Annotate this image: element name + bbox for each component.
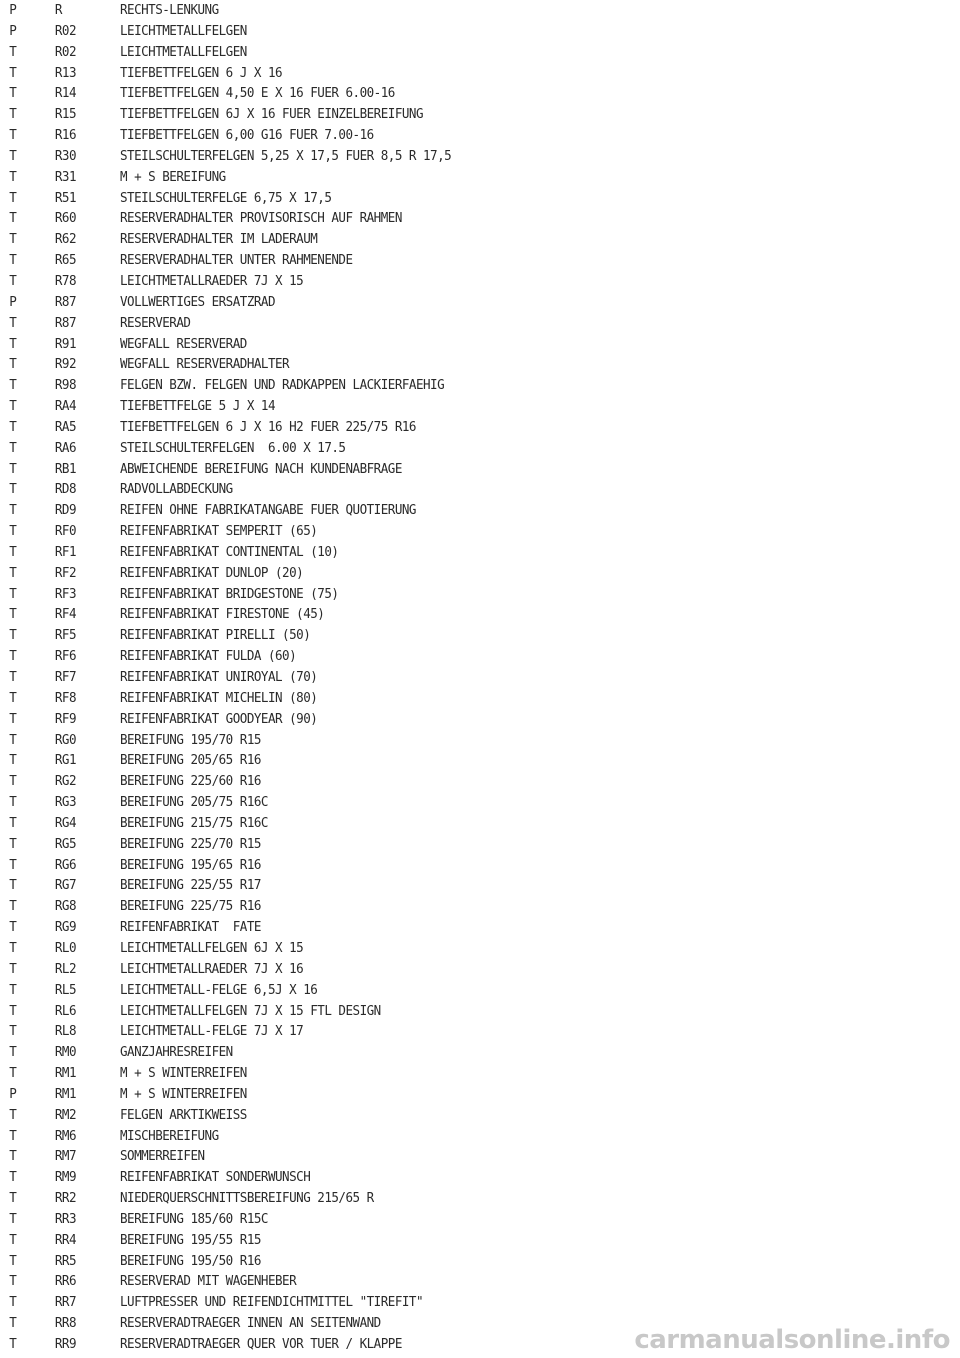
row-description: REIFENFABRIKAT GOODYEAR (90): [119, 710, 318, 727]
list-item: [0, 42, 893, 63]
row-code: R87: [54, 314, 77, 331]
list-item: [0, 980, 893, 1001]
row-description: STEILSCHULTERFELGEN 5,25 X 17,5 FUER 8,5 R 17,5: [119, 147, 452, 164]
row-description: BEREIFUNG 225/70 R15: [119, 835, 261, 852]
row-type: T: [9, 877, 17, 894]
row-code: R98: [54, 377, 77, 394]
list-item: [0, 1042, 893, 1063]
row-type: T: [9, 960, 17, 977]
row-code: RL2: [54, 960, 77, 977]
row-description: TIEFBETTFELGEN 6,00 G16 FUER 7.00-16: [119, 127, 374, 144]
row-type: T: [9, 606, 17, 623]
row-code: R: [54, 2, 62, 18]
row-code: RF7: [54, 669, 77, 685]
row-description: SOMMERREIFEN: [119, 1148, 205, 1165]
row-code: RM1: [54, 1065, 77, 1082]
row-code: R87: [54, 293, 77, 310]
row-code: RG5: [54, 835, 77, 852]
list-item: [0, 959, 893, 980]
row-code: R91: [54, 335, 77, 352]
list-item: [0, 1021, 893, 1042]
row-code: RG1: [54, 752, 77, 769]
list-item: [0, 792, 893, 813]
list-item: [0, 896, 893, 917]
row-type: T: [9, 835, 17, 852]
row-description: LEICHTMETALLFELGEN: [119, 22, 247, 39]
list-item: [0, 1146, 893, 1167]
list-item: [0, 334, 893, 355]
row-description: FELGEN ARKTIKWEISS: [119, 1106, 247, 1123]
row-code: RL6: [54, 1002, 77, 1019]
list-item: [0, 229, 893, 250]
row-code: RG8: [54, 898, 77, 915]
list-item: [0, 1063, 893, 1084]
row-description: REIFENFABRIKAT FIRESTONE (45): [119, 606, 325, 623]
row-description: RESERVERAD: [119, 314, 191, 331]
list-item: [0, 208, 893, 229]
row-description: REIFENFABRIKAT CONTINENTAL (10): [119, 543, 339, 560]
row-type: T: [9, 856, 17, 873]
row-code: RM9: [54, 1169, 77, 1186]
row-type: T: [9, 773, 17, 790]
row-code: RA5: [54, 418, 77, 435]
row-description: FELGEN BZW. FELGEN UND RADKAPPEN LACKIERFAEHIG: [119, 377, 445, 394]
list-item: [0, 459, 893, 480]
row-code: RL8: [54, 1023, 77, 1040]
row-type: T: [9, 210, 17, 227]
row-type: T: [9, 1190, 17, 1207]
row-code: RD8: [54, 481, 77, 498]
row-description: BEREIFUNG 225/60 R16: [119, 773, 261, 790]
list-item: [0, 875, 893, 896]
list-item: [0, 521, 893, 542]
row-code: RR8: [54, 1315, 77, 1332]
row-code: R14: [54, 85, 77, 102]
row-code: R15: [54, 106, 77, 123]
row-description: LEICHTMETALLFELGEN 7J X 15 FTL DESIGN: [119, 1002, 381, 1019]
row-description: REIFENFABRIKAT FULDA (60): [119, 648, 297, 665]
row-type: T: [9, 439, 17, 456]
row-type: T: [9, 106, 17, 123]
row-type: T: [9, 731, 17, 748]
row-code: RM6: [54, 1127, 77, 1144]
row-code: RF3: [54, 585, 77, 602]
row-type: T: [9, 398, 17, 415]
list-item: [0, 813, 893, 834]
row-description: REIFENFABRIKAT UNIROYAL (70): [119, 669, 318, 685]
row-type: T: [9, 127, 17, 144]
row-description: BEREIFUNG 195/55 R15: [119, 1231, 261, 1248]
list-item: [0, 21, 893, 42]
row-description: STEILSCHULTERFELGE 6,75 X 17,5: [119, 189, 332, 206]
row-code: RL5: [54, 981, 77, 998]
row-type: T: [9, 1294, 17, 1311]
row-code: RR5: [54, 1252, 77, 1269]
row-type: T: [9, 335, 17, 352]
list-item: [0, 1084, 893, 1105]
list-item: [0, 938, 893, 959]
list-item: [0, 730, 893, 751]
row-description: LEICHTMETALLFELGEN 6J X 15: [119, 939, 304, 956]
row-code: RG7: [54, 877, 77, 894]
list-item: [0, 250, 893, 271]
row-type: T: [9, 314, 17, 331]
row-type: T: [9, 669, 17, 685]
row-description: WEGFALL RESERVERAD: [119, 335, 247, 352]
row-code: RF5: [54, 627, 77, 644]
list-item: [0, 1251, 893, 1272]
row-description: BEREIFUNG 225/75 R16: [119, 898, 261, 915]
row-type: P: [9, 22, 17, 39]
row-code: RB1: [54, 460, 77, 477]
row-description: BEREIFUNG 185/60 R15C: [119, 1210, 268, 1227]
row-type: P: [9, 293, 17, 310]
row-type: T: [9, 356, 17, 373]
row-type: T: [9, 1065, 17, 1082]
row-code: R62: [54, 231, 77, 248]
row-code: R30: [54, 147, 77, 164]
row-type: T: [9, 189, 17, 206]
list-item: [0, 688, 893, 709]
row-code: R60: [54, 210, 77, 227]
row-type: T: [9, 689, 17, 706]
row-description: LEICHTMETALL-FELGE 7J X 17: [119, 1023, 304, 1040]
row-code: RF0: [54, 523, 77, 540]
row-type: T: [9, 460, 17, 477]
row-code: RM0: [54, 1044, 77, 1061]
row-description: REIFENFABRIKAT SEMPERIT (65): [119, 523, 318, 540]
row-code: RR6: [54, 1273, 77, 1290]
row-type: T: [9, 523, 17, 540]
list-item: [0, 855, 893, 876]
row-type: T: [9, 1023, 17, 1040]
list-item: [0, 563, 893, 584]
row-type: T: [9, 919, 17, 936]
row-type: T: [9, 502, 17, 519]
list-item: [0, 83, 893, 104]
row-code: R02: [54, 22, 77, 39]
row-type: T: [9, 1148, 17, 1165]
row-type: T: [9, 1273, 17, 1290]
list-item: [0, 1271, 893, 1292]
row-type: T: [9, 43, 17, 60]
row-type: T: [9, 1106, 17, 1123]
row-code: RA4: [54, 398, 77, 415]
row-code: RG2: [54, 773, 77, 790]
row-description: M + S WINTERREIFEN: [119, 1065, 247, 1082]
list-item: [0, 63, 893, 84]
list-item: [0, 750, 893, 771]
row-code: R16: [54, 127, 77, 144]
row-type: T: [9, 481, 17, 498]
row-description: REIFENFABRIKAT FATE: [119, 919, 261, 936]
row-type: T: [9, 377, 17, 394]
row-type: T: [9, 85, 17, 102]
row-code: RG6: [54, 856, 77, 873]
row-description: GANZJAHRESREIFEN: [119, 1044, 233, 1061]
list-item: [0, 417, 893, 438]
row-code: R31: [54, 168, 77, 185]
row-description: BEREIFUNG 195/50 R16: [119, 1252, 261, 1269]
row-description: RESERVERADTRAEGER INNEN AN SEITENWAND: [119, 1315, 381, 1332]
row-description: M + S WINTERREIFEN: [119, 1085, 247, 1102]
row-description: ABWEICHENDE BEREIFUNG NACH KUNDENABFRAGE: [119, 460, 402, 477]
row-type: T: [9, 898, 17, 915]
row-type: T: [9, 231, 17, 248]
list-item: [0, 1188, 893, 1209]
row-description: BEREIFUNG 215/75 R16C: [119, 814, 268, 831]
row-code: RR4: [54, 1231, 77, 1248]
row-description: RECHTS-LENKUNG: [119, 2, 219, 18]
list-item: [0, 709, 893, 730]
row-description: LEICHTMETALL-FELGE 6,5J X 16: [119, 981, 318, 998]
row-code: RG9: [54, 919, 77, 936]
row-type: T: [9, 1210, 17, 1227]
list-item: [0, 917, 893, 938]
row-type: T: [9, 710, 17, 727]
row-description: RESERVERADTRAEGER QUER VOR TUER / KLAPPE: [119, 1336, 402, 1352]
list-item: [0, 1292, 893, 1313]
row-description: RESERVERADHALTER IM LADERAUM: [119, 231, 318, 248]
row-description: TIEFBETTFELGEN 6J X 16 FUER EINZELBEREIFUNG: [119, 106, 424, 123]
row-type: T: [9, 752, 17, 769]
list-item: [0, 146, 893, 167]
list-item: [0, 188, 893, 209]
list-item: [0, 0, 893, 21]
row-code: RR2: [54, 1190, 77, 1207]
row-code: R02: [54, 43, 77, 60]
row-code: RR7: [54, 1294, 77, 1311]
row-type: T: [9, 252, 17, 269]
row-description: RESERVERADHALTER PROVISORISCH AUF RAHMEN: [119, 210, 402, 227]
row-code: R13: [54, 64, 77, 81]
row-description: REIFEN OHNE FABRIKATANGABE FUER QUOTIERUNG: [119, 502, 416, 519]
list-item: [0, 834, 893, 855]
row-description: BEREIFUNG 205/65 R16: [119, 752, 261, 769]
row-code: RF6: [54, 648, 77, 665]
row-description: TIEFBETTFELGE 5 J X 14: [119, 398, 276, 415]
row-type: T: [9, 981, 17, 998]
list-item: [0, 604, 893, 625]
list-item: [0, 500, 893, 521]
row-description: LUFTPRESSER UND REIFENDICHTMITTEL "TIREFIT": [119, 1294, 424, 1311]
list-item: [0, 396, 893, 417]
list-item: [0, 625, 893, 646]
row-type: T: [9, 1252, 17, 1269]
list-item: [0, 438, 893, 459]
row-code: RA6: [54, 439, 77, 456]
row-type: T: [9, 627, 17, 644]
list-item: [0, 584, 893, 605]
row-type: T: [9, 418, 17, 435]
row-type: T: [9, 1169, 17, 1186]
row-type: T: [9, 168, 17, 185]
row-type: T: [9, 585, 17, 602]
row-type: T: [9, 1127, 17, 1144]
row-code: R78: [54, 272, 77, 289]
watermark-text: carmanualsonline.info: [634, 1325, 950, 1355]
row-code: RR9: [54, 1336, 77, 1352]
row-description: REIFENFABRIKAT MICHELIN (80): [119, 689, 318, 706]
row-description: LEICHTMETALLRAEDER 7J X 15: [119, 272, 304, 289]
row-code: RM7: [54, 1148, 77, 1165]
list-item: [0, 646, 893, 667]
row-description: NIEDERQUERSCHNITTSBEREIFUNG 215/65 R: [119, 1190, 374, 1207]
list-item: [0, 271, 893, 292]
row-type: T: [9, 272, 17, 289]
list-item: [0, 542, 893, 563]
row-description: TIEFBETTFELGEN 6 J X 16: [119, 64, 283, 81]
row-description: BEREIFUNG 195/70 R15: [119, 731, 261, 748]
row-description: TIEFBETTFELGEN 6 J X 16 H2 FUER 225/75 R16: [119, 418, 416, 435]
row-code: R65: [54, 252, 77, 269]
row-code: RG4: [54, 814, 77, 831]
row-type: T: [9, 814, 17, 831]
row-description: BEREIFUNG 195/65 R16: [119, 856, 261, 873]
row-type: T: [9, 1044, 17, 1061]
row-description: LEICHTMETALLFELGEN: [119, 43, 247, 60]
row-description: REIFENFABRIKAT DUNLOP (20): [119, 564, 304, 581]
row-description: LEICHTMETALLRAEDER 7J X 16: [119, 960, 304, 977]
list-item: [0, 125, 893, 146]
row-description: M + S BEREIFUNG: [119, 168, 226, 185]
list-item: [0, 1230, 893, 1251]
list-item: [0, 354, 893, 375]
row-description: RADVOLLABDECKUNG: [119, 481, 233, 498]
row-description: STEILSCHULTERFELGEN 6.00 X 17.5: [119, 439, 346, 456]
row-type: T: [9, 1336, 17, 1352]
row-description: REIFENFABRIKAT PIRELLI (50): [119, 627, 311, 644]
row-code: RF9: [54, 710, 77, 727]
row-code: RF8: [54, 689, 77, 706]
row-code: R51: [54, 189, 77, 206]
row-type: T: [9, 1002, 17, 1019]
row-description: REIFENFABRIKAT BRIDGESTONE (75): [119, 585, 339, 602]
row-type: T: [9, 1315, 17, 1332]
list-item: [0, 1126, 893, 1147]
row-description: BEREIFUNG 225/55 R17: [119, 877, 261, 894]
list-item: [0, 292, 893, 313]
row-code: RL0: [54, 939, 77, 956]
list-item: [0, 479, 893, 500]
row-description: MISCHBEREIFUNG: [119, 1127, 219, 1144]
row-type: T: [9, 147, 17, 164]
row-code: RR3: [54, 1210, 77, 1227]
row-code: RM2: [54, 1106, 77, 1123]
row-description: BEREIFUNG 205/75 R16C: [119, 794, 268, 811]
row-description: WEGFALL RESERVERADHALTER: [119, 356, 290, 373]
row-description: VOLLWERTIGES ERSATZRAD: [119, 293, 276, 310]
list-item: [0, 167, 893, 188]
row-type: T: [9, 543, 17, 560]
row-code: RG0: [54, 731, 77, 748]
row-code: RG3: [54, 794, 77, 811]
list-item: [0, 1167, 893, 1188]
row-description: RESERVERADHALTER UNTER RAHMENENDE: [119, 252, 353, 269]
row-code: RF2: [54, 564, 77, 581]
row-description: TIEFBETTFELGEN 4,50 E X 16 FUER 6.00-16: [119, 85, 395, 102]
list-item: [0, 667, 893, 688]
row-type: T: [9, 564, 17, 581]
row-code: RF1: [54, 543, 77, 560]
list-item: [0, 771, 893, 792]
list-item: [0, 313, 893, 334]
list-item: [0, 1105, 893, 1126]
row-type: P: [9, 2, 17, 18]
list-item: [0, 375, 893, 396]
row-description: REIFENFABRIKAT SONDERWUNSCH: [119, 1169, 311, 1186]
list-item: [0, 1209, 893, 1230]
row-type: T: [9, 648, 17, 665]
row-type: T: [9, 1231, 17, 1248]
row-code: RM1: [54, 1085, 77, 1102]
row-code: RF4: [54, 606, 77, 623]
row-code: RD9: [54, 502, 77, 519]
row-type: P: [9, 1085, 17, 1102]
row-type: T: [9, 794, 17, 811]
list-item: [0, 104, 893, 125]
row-type: T: [9, 939, 17, 956]
row-code: R92: [54, 356, 77, 373]
list-item: [0, 1001, 893, 1022]
row-type: T: [9, 64, 17, 81]
row-description: RESERVERAD MIT WAGENHEBER: [119, 1273, 297, 1290]
